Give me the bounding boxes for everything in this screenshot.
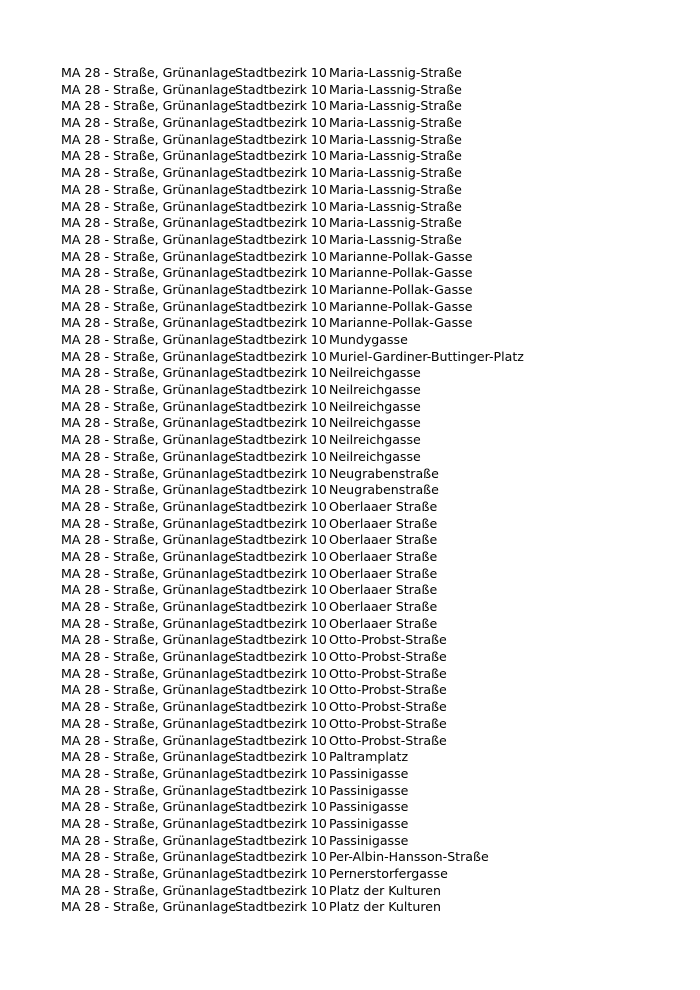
department-cell: MA 28 - Straße, Grünanlage <box>61 131 237 147</box>
district-cell: Stadtbezirk 10 <box>235 799 327 815</box>
department-cell: MA 28 - Straße, Grünanlage <box>61 448 237 464</box>
street-cell: Otto-Probst-Straße <box>329 632 447 648</box>
department-cell: MA 28 - Straße, Grünanlage <box>61 548 237 564</box>
district-cell: Stadtbezirk 10 <box>235 281 327 297</box>
department-cell: MA 28 - Straße, Grünanlage <box>61 866 237 881</box>
department-cell: MA 28 - Straße, Grünanlage <box>61 615 237 631</box>
department-cell: MA 28 - Straße, Grünanlage <box>61 799 237 815</box>
district-cell: Stadtbezirk 10 <box>235 432 327 448</box>
department-cell: MA 28 - Straße, Grünanlage <box>61 165 237 181</box>
district-cell: Stadtbezirk 10 <box>235 515 327 531</box>
street-cell: Oberlaaer Straße <box>329 565 438 581</box>
street-cell: Otto-Probst-Straße <box>329 665 447 681</box>
department-cell: MA 28 - Straße, Grünanlage <box>61 599 237 614</box>
street-cell: Otto-Probst-Straße <box>329 699 447 715</box>
district-cell: Stadtbezirk 10 <box>235 415 327 431</box>
department-cell: MA 28 - Straße, Grünanlage <box>61 148 237 164</box>
district-cell: Stadtbezirk 10 <box>235 498 327 514</box>
district-cell: Stadtbezirk 10 <box>235 899 327 915</box>
street-cell: Maria-Lassnig-Straße <box>329 115 462 131</box>
street-cell: Marianne-Pollak-Gasse <box>329 265 473 281</box>
street-cell: Neilreichgasse <box>329 432 421 448</box>
department-cell: MA 28 - Straße, Grünanlage <box>61 665 237 681</box>
district-cell: Stadtbezirk 10 <box>235 482 327 498</box>
street-cell: Neilreichgasse <box>329 415 421 431</box>
department-cell: MA 28 - Straße, Grünanlage <box>61 198 237 214</box>
district-cell: Stadtbezirk 10 <box>235 649 327 665</box>
district-cell: Stadtbezirk 10 <box>235 131 327 147</box>
department-cell: MA 28 - Straße, Grünanlage <box>61 281 237 297</box>
department-cell: MA 28 - Straße, Grünanlage <box>61 465 237 481</box>
department-cell: MA 28 - Straße, Grünanlage <box>61 749 237 765</box>
street-cell: Maria-Lassnig-Straße <box>329 148 462 164</box>
district-cell: Stadtbezirk 10 <box>235 565 327 581</box>
department-cell: MA 28 - Straße, Grünanlage <box>61 215 237 231</box>
street-cell: Maria-Lassnig-Straße <box>329 198 462 214</box>
department-cell: MA 28 - Straße, Grünanlage <box>61 398 237 414</box>
district-cell: Stadtbezirk 10 <box>235 198 327 214</box>
department-cell: MA 28 - Straße, Grünanlage <box>61 515 237 531</box>
department-cell: MA 28 - Straße, Grünanlage <box>61 415 237 431</box>
district-cell: Stadtbezirk 10 <box>235 215 327 231</box>
district-cell: Stadtbezirk 10 <box>235 682 327 698</box>
district-cell: Stadtbezirk 10 <box>235 782 327 798</box>
street-cell: Neilreichgasse <box>329 365 421 381</box>
district-cell: Stadtbezirk 10 <box>235 298 327 314</box>
district-cell: Stadtbezirk 10 <box>235 632 327 648</box>
district-cell: Stadtbezirk 10 <box>235 699 327 715</box>
department-cell: MA 28 - Straße, Grünanlage <box>61 365 237 381</box>
street-cell: Passinigasse <box>329 799 409 815</box>
department-cell: MA 28 - Straße, Grünanlage <box>61 682 237 698</box>
street-cell: Oberlaaer Straße <box>329 498 438 514</box>
district-cell: Stadtbezirk 10 <box>235 231 327 247</box>
street-cell: Passinigasse <box>329 765 409 781</box>
department-cell: MA 28 - Straße, Grünanlage <box>61 582 237 598</box>
department-cell: MA 28 - Straße, Grünanlage <box>61 115 237 131</box>
street-cell: Neilreichgasse <box>329 448 421 464</box>
district-cell: Stadtbezirk 10 <box>235 749 327 765</box>
department-cell: MA 28 - Straße, Grünanlage <box>61 565 237 581</box>
street-cell: Platz der Kulturen <box>329 899 441 915</box>
department-cell: MA 28 - Straße, Grünanlage <box>61 532 237 548</box>
street-cell: Maria-Lassnig-Straße <box>329 181 462 197</box>
department-cell: MA 28 - Straße, Grünanlage <box>61 649 237 665</box>
district-cell: Stadtbezirk 10 <box>235 665 327 681</box>
department-cell: MA 28 - Straße, Grünanlage <box>61 498 237 514</box>
department-cell: MA 28 - Straße, Grünanlage <box>61 382 237 398</box>
department-cell: MA 28 - Straße, Grünanlage <box>61 248 237 264</box>
street-cell: Maria-Lassnig-Straße <box>329 81 462 97</box>
district-cell: Stadtbezirk 10 <box>235 81 327 97</box>
district-cell: Stadtbezirk 10 <box>235 248 327 264</box>
district-cell: Stadtbezirk 10 <box>235 448 327 464</box>
street-cell: Oberlaaer Straße <box>329 515 438 531</box>
street-cell: Marianne-Pollak-Gasse <box>329 281 473 297</box>
street-cell: Marianne-Pollak-Gasse <box>329 298 473 314</box>
department-cell: MA 28 - Straße, Grünanlage <box>61 849 237 865</box>
district-cell: Stadtbezirk 10 <box>235 98 327 114</box>
department-cell: MA 28 - Straße, Grünanlage <box>61 81 237 97</box>
street-cell: Oberlaaer Straße <box>329 532 438 548</box>
street-cell: Marianne-Pollak-Gasse <box>329 315 473 331</box>
district-cell: Stadtbezirk 10 <box>235 765 327 781</box>
district-cell: Stadtbezirk 10 <box>235 832 327 848</box>
department-cell: MA 28 - Straße, Grünanlage <box>61 765 237 781</box>
district-cell: Stadtbezirk 10 <box>235 548 327 564</box>
department-cell: MA 28 - Straße, Grünanlage <box>61 98 237 114</box>
district-cell: Stadtbezirk 10 <box>235 65 327 80</box>
district-cell: Stadtbezirk 10 <box>235 599 327 614</box>
street-cell: Passinigasse <box>329 832 409 848</box>
street-cell: Neugrabenstraße <box>329 465 439 481</box>
street-cell: Maria-Lassnig-Straße <box>329 98 462 114</box>
department-cell: MA 28 - Straße, Grünanlage <box>61 65 237 80</box>
department-cell: MA 28 - Straße, Grünanlage <box>61 315 237 331</box>
street-cell: Otto-Probst-Straße <box>329 649 447 665</box>
street-cell: Paltramplatz <box>329 749 409 765</box>
district-cell: Stadtbezirk 10 <box>235 165 327 181</box>
department-cell: MA 28 - Straße, Grünanlage <box>61 782 237 798</box>
district-cell: Stadtbezirk 10 <box>235 732 327 748</box>
street-cell: Oberlaaer Straße <box>329 615 438 631</box>
district-cell: Stadtbezirk 10 <box>235 382 327 398</box>
department-cell: MA 28 - Straße, Grünanlage <box>61 482 237 498</box>
street-cell: Oberlaaer Straße <box>329 548 438 564</box>
district-cell: Stadtbezirk 10 <box>235 315 327 331</box>
district-cell: Stadtbezirk 10 <box>235 866 327 881</box>
street-cell: Otto-Probst-Straße <box>329 732 447 748</box>
street-cell: Maria-Lassnig-Straße <box>329 131 462 147</box>
department-cell: MA 28 - Straße, Grünanlage <box>61 699 237 715</box>
street-cell: Otto-Probst-Straße <box>329 682 447 698</box>
district-cell: Stadtbezirk 10 <box>235 115 327 131</box>
street-cell: Mundygasse <box>329 332 408 347</box>
district-cell: Stadtbezirk 10 <box>235 332 327 347</box>
district-cell: Stadtbezirk 10 <box>235 532 327 548</box>
district-cell: Stadtbezirk 10 <box>235 465 327 481</box>
street-cell: Marianne-Pollak-Gasse <box>329 248 473 264</box>
street-cell: Muriel-Gardiner-Buttinger-Platz <box>329 348 524 364</box>
district-cell: Stadtbezirk 10 <box>235 582 327 598</box>
street-cell: Neilreichgasse <box>329 382 421 398</box>
street-cell: Per-Albin-Hansson-Straße <box>329 849 489 865</box>
district-cell: Stadtbezirk 10 <box>235 148 327 164</box>
district-cell: Stadtbezirk 10 <box>235 365 327 381</box>
street-cell: Passinigasse <box>329 782 409 798</box>
district-cell: Stadtbezirk 10 <box>235 181 327 197</box>
street-cell: Oberlaaer Straße <box>329 599 438 614</box>
department-cell: MA 28 - Straße, Grünanlage <box>61 832 237 848</box>
street-cell: Oberlaaer Straße <box>329 582 438 598</box>
department-cell: MA 28 - Straße, Grünanlage <box>61 348 237 364</box>
district-cell: Stadtbezirk 10 <box>235 348 327 364</box>
district-cell: Stadtbezirk 10 <box>235 815 327 831</box>
department-cell: MA 28 - Straße, Grünanlage <box>61 899 237 915</box>
department-cell: MA 28 - Straße, Grünanlage <box>61 815 237 831</box>
district-cell: Stadtbezirk 10 <box>235 715 327 731</box>
department-cell: MA 28 - Straße, Grünanlage <box>61 632 237 648</box>
department-cell: MA 28 - Straße, Grünanlage <box>61 732 237 748</box>
department-cell: MA 28 - Straße, Grünanlage <box>61 298 237 314</box>
street-cell: Otto-Probst-Straße <box>329 715 447 731</box>
district-cell: Stadtbezirk 10 <box>235 265 327 281</box>
street-cell: Neilreichgasse <box>329 398 421 414</box>
district-cell: Stadtbezirk 10 <box>235 398 327 414</box>
district-cell: Stadtbezirk 10 <box>235 849 327 865</box>
street-cell: Pernerstorfergasse <box>329 866 448 881</box>
department-cell: MA 28 - Straße, Grünanlage <box>61 265 237 281</box>
street-cell: Maria-Lassnig-Straße <box>329 231 462 247</box>
street-cell: Maria-Lassnig-Straße <box>329 65 462 80</box>
department-cell: MA 28 - Straße, Grünanlage <box>61 432 237 448</box>
district-cell: Stadtbezirk 10 <box>235 882 327 898</box>
street-cell: Maria-Lassnig-Straße <box>329 215 462 231</box>
department-cell: MA 28 - Straße, Grünanlage <box>61 181 237 197</box>
street-cell: Passinigasse <box>329 815 409 831</box>
district-cell: Stadtbezirk 10 <box>235 615 327 631</box>
street-cell: Neugrabenstraße <box>329 482 439 498</box>
department-cell: MA 28 - Straße, Grünanlage <box>61 715 237 731</box>
street-cell: Maria-Lassnig-Straße <box>329 165 462 181</box>
department-cell: MA 28 - Straße, Grünanlage <box>61 332 237 347</box>
department-cell: MA 28 - Straße, Grünanlage <box>61 882 237 898</box>
street-cell: Platz der Kulturen <box>329 882 441 898</box>
department-cell: MA 28 - Straße, Grünanlage <box>61 231 237 247</box>
